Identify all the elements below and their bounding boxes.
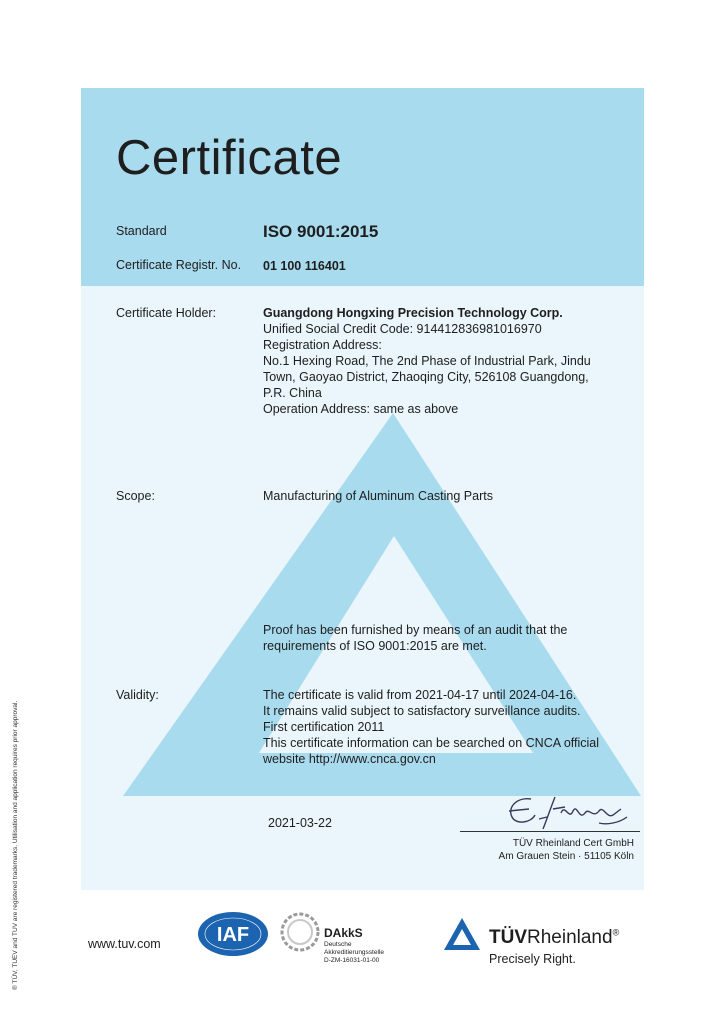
- holder-block: [263, 305, 591, 417]
- standard-value: ISO 9001:2015: [263, 222, 379, 241]
- holder-address-line: P.R. China: [263, 386, 322, 400]
- tuv-slogan: Precisely Right.: [489, 952, 576, 966]
- holder-operation-address: Operation Address: same as above: [263, 402, 459, 416]
- dakks-accreditation-number: D-ZM-16031-01-00: [324, 957, 380, 964]
- issuer-address: Am Grauen Stein · 51105 Köln: [498, 851, 634, 862]
- issuer-name: TÜV Rheinland Cert GmbH: [512, 838, 634, 849]
- tuv-brand-name: [489, 927, 619, 949]
- proof-line: Proof has been furnished by means of an audit that the: [263, 623, 568, 637]
- registr-value: 01 100 116401: [263, 259, 346, 273]
- iaf-logo: [196, 910, 270, 958]
- validity-line: The certificate is valid from 2021-04-17 until 2024-04-16.: [263, 688, 577, 702]
- tuv-reg-mark: ®: [612, 927, 620, 938]
- tuv-brand-bold: TÜV: [489, 927, 527, 948]
- dakks-line: Akkreditierungsstelle: [324, 949, 384, 956]
- registr-label: Certificate Registr. No.: [116, 258, 242, 272]
- holder-registration-heading: Registration Address:: [263, 338, 382, 352]
- signature-image: [503, 793, 633, 835]
- scope-value: Manufacturing of Aluminum Casting Parts: [263, 489, 493, 503]
- signature-line: [460, 831, 640, 832]
- scope-label: Scope:: [116, 489, 155, 503]
- proof-statement: [263, 622, 567, 654]
- validity-line: First certification 2011: [263, 720, 385, 734]
- trademark-notice: ® TÜV, TUEV and TUV are registered trademarks. Utilisation and application requires prior approval.: [12, 700, 19, 990]
- validity-label: Validity:: [116, 688, 159, 702]
- validity-line: website http://www.cnca.gov.cn: [263, 752, 436, 766]
- validity-line: It remains valid subject to satisfactory surveillance audits.: [263, 704, 581, 718]
- certificate-title: Certificate: [116, 131, 343, 185]
- iaf-logo-text: IAF: [216, 924, 250, 946]
- validity-block: [263, 687, 599, 767]
- holder-credit-code: Unified Social Credit Code: 914412836981016970: [263, 322, 542, 336]
- holder-address-line: No.1 Hexing Road, The 2nd Phase of Industrial Park, Jindu: [263, 354, 591, 368]
- tuv-brand-rest: Rheinland: [527, 927, 613, 948]
- website-text: www.tuv.com: [88, 937, 161, 951]
- issue-date: 2021-03-22: [268, 816, 332, 830]
- dakks-line: Deutsche: [324, 941, 352, 948]
- holder-company-name: Guangdong Hongxing Precision Technology Corp.: [263, 306, 563, 320]
- standard-label: Standard: [116, 224, 167, 238]
- proof-line: requirements of ISO 9001:2015 are met.: [263, 639, 487, 653]
- holder-label: Certificate Holder:: [116, 306, 217, 320]
- dakks-logo: [280, 910, 320, 954]
- holder-address-line: Town, Gaoyao District, Zhaoqing City, 526108 Guangdong,: [263, 370, 589, 384]
- tuv-triangle-logo: [443, 917, 481, 951]
- validity-line: This certificate information can be searched on CNCA official: [263, 736, 600, 750]
- dakks-name: DAkkS: [324, 926, 363, 940]
